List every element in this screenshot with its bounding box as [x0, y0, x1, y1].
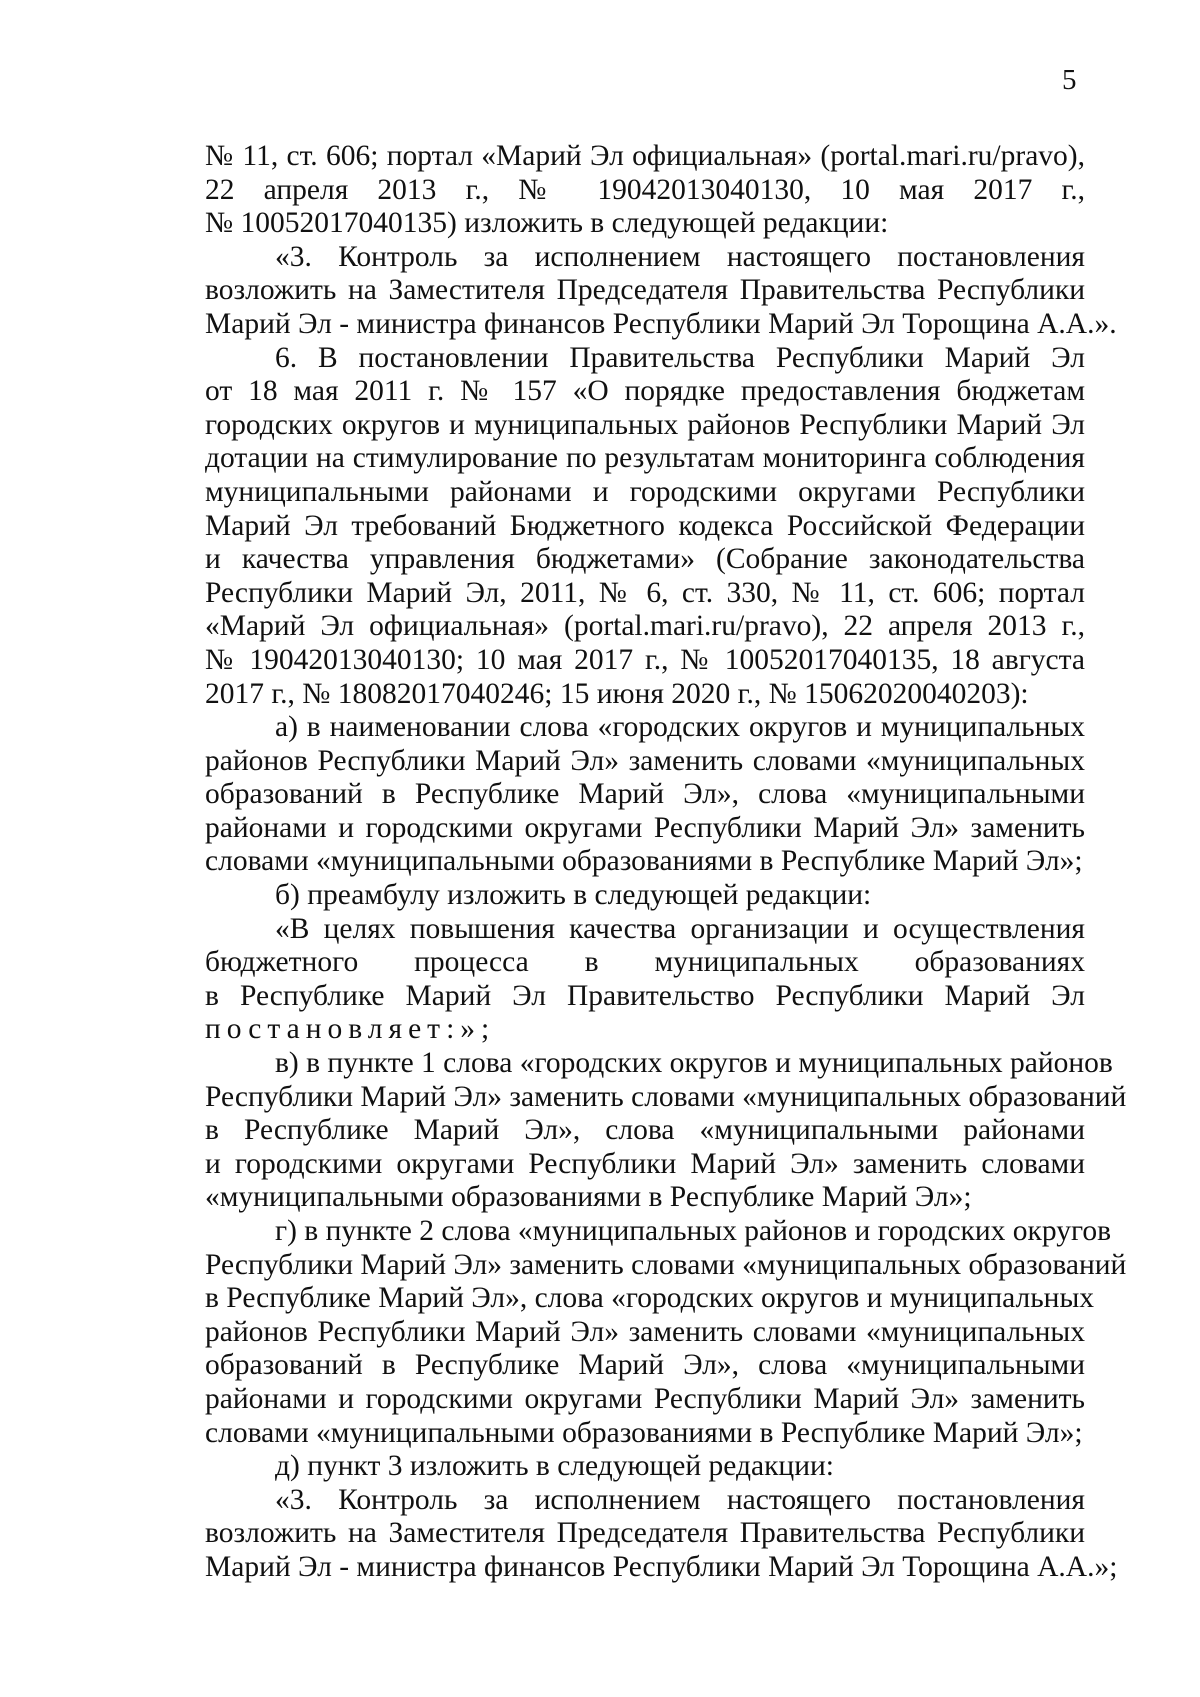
text-line: образований в Республике Марий Эл», слова «муниципальными: [205, 1349, 1085, 1382]
text-line: районами и городскими округами Республики Марий Эл» заменить: [205, 811, 1085, 844]
document-body: [205, 140, 1127, 1585]
text-line: 22 апреля 2013 г., № 19042013040130, 10 мая 2017 г.,: [205, 173, 1085, 206]
text-line: районов Республики Марий Эл» заменить словами «муниципальных: [205, 1315, 1085, 1348]
text-line: «В целях повышения качества организации и осуществления: [275, 912, 1085, 945]
text-line: «3. Контроль за исполнением настоящего постановления: [275, 240, 1085, 273]
text-line: «3. Контроль за исполнением настоящего постановления: [275, 1483, 1085, 1516]
text-line: возложить на Заместителя Председателя Правительства Республики: [205, 1517, 1085, 1550]
text-line: в) в пункте 1 слова «городских округов и муниципальных районов: [275, 1047, 1113, 1080]
text-line: Марий Эл - министра финансов Республики Марий Эл Торощина А.А.»;: [205, 1550, 1118, 1583]
text-line: 2017 г., № 18082017040246; 15 июня 2020 г., № 15062020040203):: [205, 677, 1029, 710]
text-line: постановляет:»;: [205, 1013, 496, 1046]
text-line: а) в наименовании слова «городских округов и муниципальных: [275, 711, 1085, 744]
text-line: Марий Эл - министра финансов Республики Марий Эл Торощина А.А.».: [205, 307, 1117, 340]
text-line: 6. В постановлении Правительства Республики Марий Эл: [275, 341, 1085, 374]
text-line: в Республике Марий Эл», слова «городских округов и муниципальных: [205, 1282, 1095, 1315]
text-line: дотации на стимулирование по результатам мониторинга соблюдения: [205, 442, 1085, 475]
text-line: в Республике Марий Эл Правительство Республики Марий Эл: [205, 979, 1085, 1012]
text-line: Республики Марий Эл» заменить словами «муниципальных образований: [205, 1080, 1127, 1113]
text-line: № 11, ст. 606; портал «Марий Эл официальная» (portal.mari.ru/pravo),: [205, 140, 1085, 172]
text-line: словами «муниципальными образованиями в Республике Марий Эл»;: [205, 1416, 1083, 1449]
text-line: Республики Марий Эл, 2011, № 6, ст. 330, № 11, ст. 606; портал: [205, 576, 1085, 609]
text-line: в Республике Марий Эл», слова «муниципальными районами: [205, 1114, 1085, 1147]
text-line: Марий Эл требований Бюджетного кодекса Российской Федерации: [205, 509, 1085, 542]
text-line: и городскими округами Республики Марий Эл» заменить словами: [205, 1147, 1085, 1180]
text-line: и качества управления бюджетами» (Собрание законодательства: [205, 543, 1085, 576]
text-line: «муниципальными образованиями в Республике Марий Эл»;: [205, 1181, 972, 1214]
text-line: от 18 мая 2011 г. № 157 «О порядке предоставления бюджетам: [205, 375, 1085, 408]
text-line: муниципальными районами и городскими округами Республики: [205, 475, 1085, 508]
text-line: образований в Республике Марий Эл», слова «муниципальными: [205, 778, 1085, 811]
page-number: 5: [1062, 64, 1077, 96]
text-line: городских округов и муниципальных районов Республики Марий Эл: [205, 408, 1085, 441]
text-line: № 10052017040135) изложить в следующей редакции:: [205, 207, 889, 240]
text-line: возложить на Заместителя Председателя Правительства Республики: [205, 274, 1085, 307]
text-line: районов Республики Марий Эл» заменить словами «муниципальных: [205, 744, 1085, 777]
text-line: районами и городскими округами Республики Марий Эл» заменить: [205, 1382, 1085, 1415]
text-line: словами «муниципальными образованиями в Республике Марий Эл»;: [205, 845, 1083, 878]
text-line: «Марий Эл официальная» (portal.mari.ru/pravo), 22 апреля 2013 г.,: [205, 610, 1085, 643]
text-line: б) преамбулу изложить в следующей редакции:: [275, 879, 872, 912]
text-line: бюджетного процесса в муниципальных образованиях: [205, 946, 1085, 979]
text-line: № 19042013040130; 10 мая 2017 г., № 10052017040135, 18 августа: [205, 643, 1085, 676]
text-line: Республики Марий Эл» заменить словами «муниципальных образований: [205, 1248, 1127, 1281]
text-line: д) пункт 3 изложить в следующей редакции:: [275, 1450, 834, 1483]
text-line: г) в пункте 2 слова «муниципальных районов и городских округов: [275, 1215, 1112, 1247]
